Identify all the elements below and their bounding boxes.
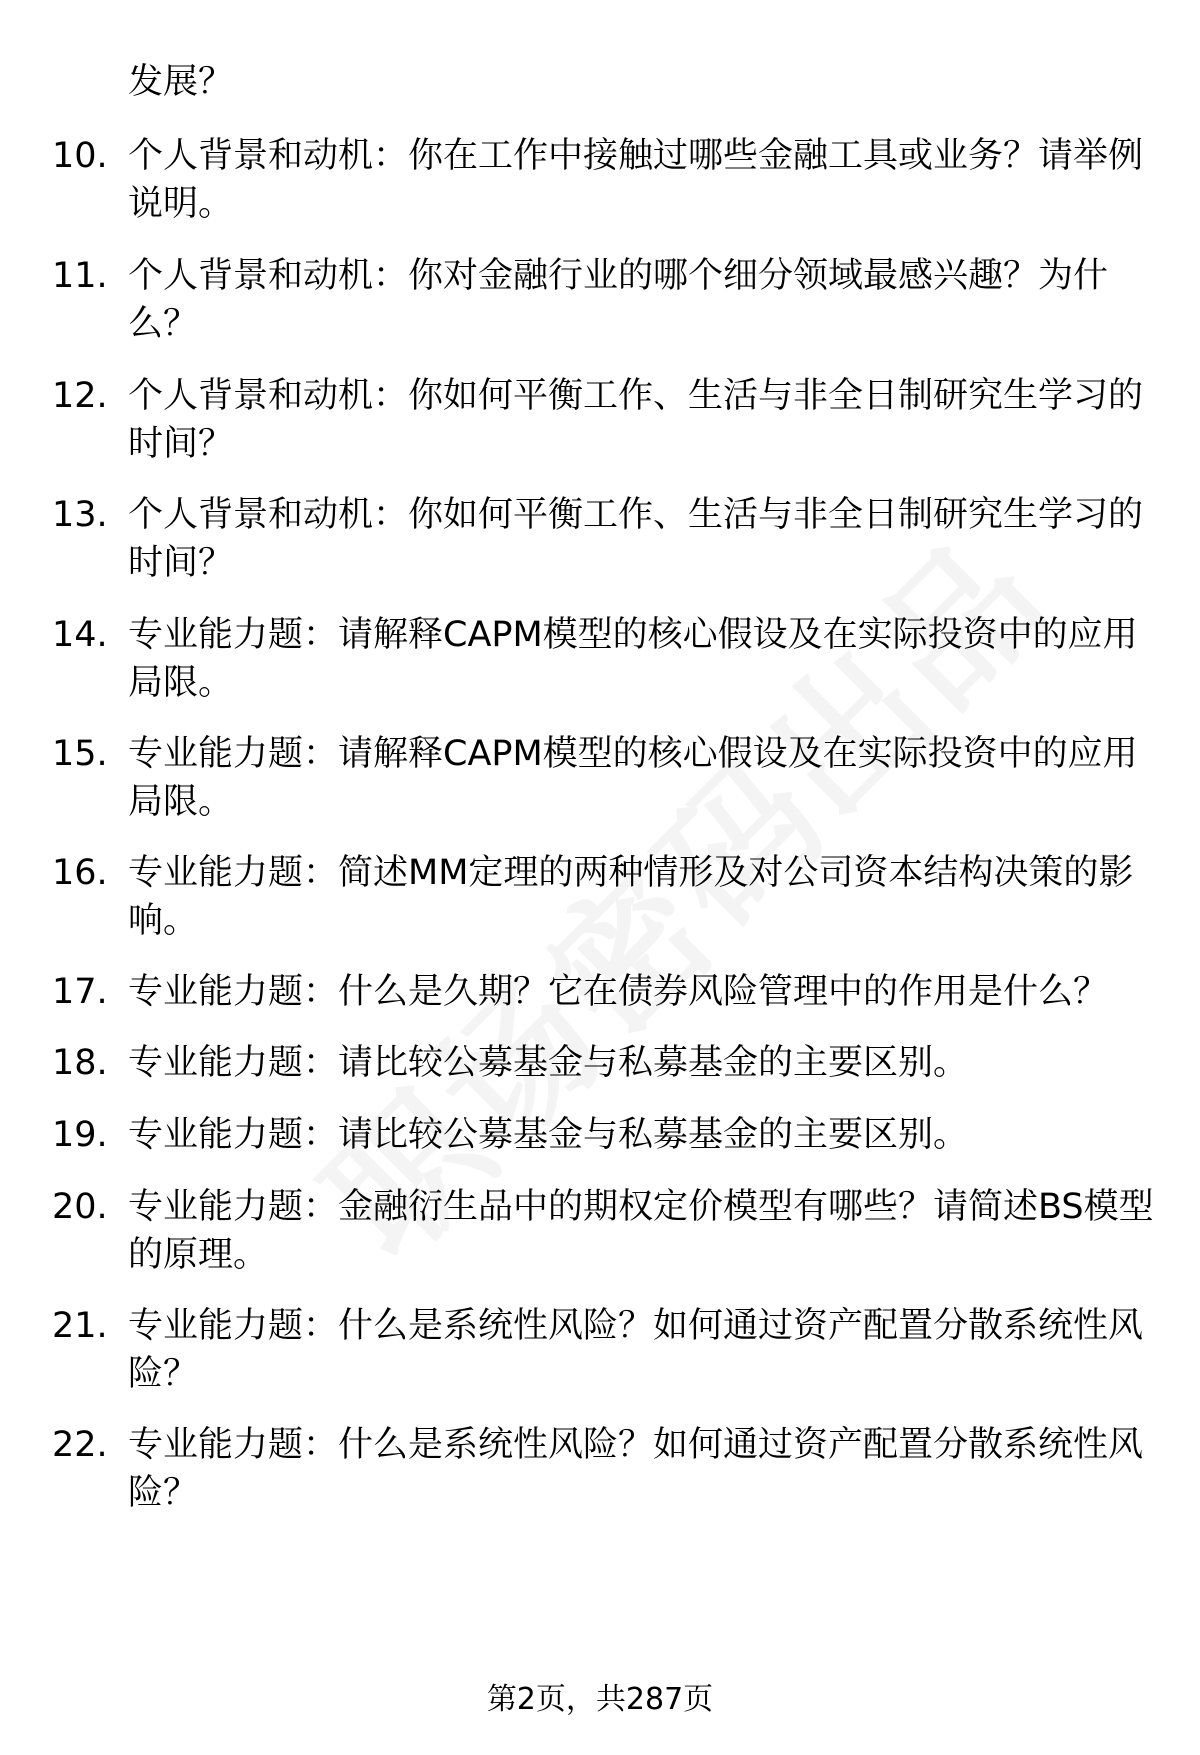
- item-number: 10.: [52, 136, 108, 176]
- item-number: 17.: [52, 972, 108, 1012]
- item-text: 专业能力题：请解释CAPM模型的核心假设及在实际投资中的应用局限。: [128, 734, 1138, 822]
- item-text: 专业能力题：什么是系统性风险？如何通过资产配置分散系统性风险？: [128, 1306, 1144, 1394]
- item-number: 18.: [52, 1043, 108, 1083]
- item-number: 19.: [52, 1115, 108, 1155]
- item-number: 20.: [52, 1187, 108, 1227]
- item-number: 16.: [52, 853, 108, 893]
- item-text: 专业能力题：请比较公募基金与私募基金的主要区别。: [128, 1043, 969, 1083]
- item-number: 13.: [52, 495, 108, 535]
- item-text: 个人背景和动机：你如何平衡工作、生活与非全日制研究生学习的时间？: [128, 376, 1144, 464]
- item-text: 个人背景和动机：你对金融行业的哪个细分领域最感兴趣？为什么？: [128, 256, 1109, 344]
- item-number: 15.: [52, 734, 108, 774]
- item-text: 专业能力题：简述MM定理的两种情形及对公司资本结构决策的影响。: [128, 853, 1134, 941]
- item-text: 专业能力题：请解释CAPM模型的核心假设及在实际投资中的应用局限。: [128, 615, 1138, 703]
- item-number: 22.: [52, 1425, 108, 1465]
- item-text: 个人背景和动机：你如何平衡工作、生活与非全日制研究生学习的时间？: [128, 495, 1144, 583]
- item-text: 专业能力题：什么是久期？它在债券风险管理中的作用是什么？: [128, 972, 1109, 1012]
- item-text: 专业能力题：请比较公募基金与私募基金的主要区别。: [128, 1115, 969, 1155]
- item-number: 21.: [52, 1306, 108, 1346]
- item-text: 个人背景和动机：你在工作中接触过哪些金融工具或业务？请举例说明。: [128, 136, 1144, 224]
- item-number: 11.: [52, 256, 108, 296]
- item-text: 专业能力题：金融衍生品中的期权定价模型有哪些？请简述BS模型的原理。: [128, 1187, 1154, 1275]
- item-number: 12.: [52, 376, 108, 416]
- continuation-text: 发展？: [128, 62, 234, 102]
- item-number: 14.: [52, 615, 108, 655]
- page-footer: 第2页，共287页: [486, 1682, 714, 1717]
- item-text: 专业能力题：什么是系统性风险？如何通过资产配置分散系统性风险？: [128, 1425, 1144, 1513]
